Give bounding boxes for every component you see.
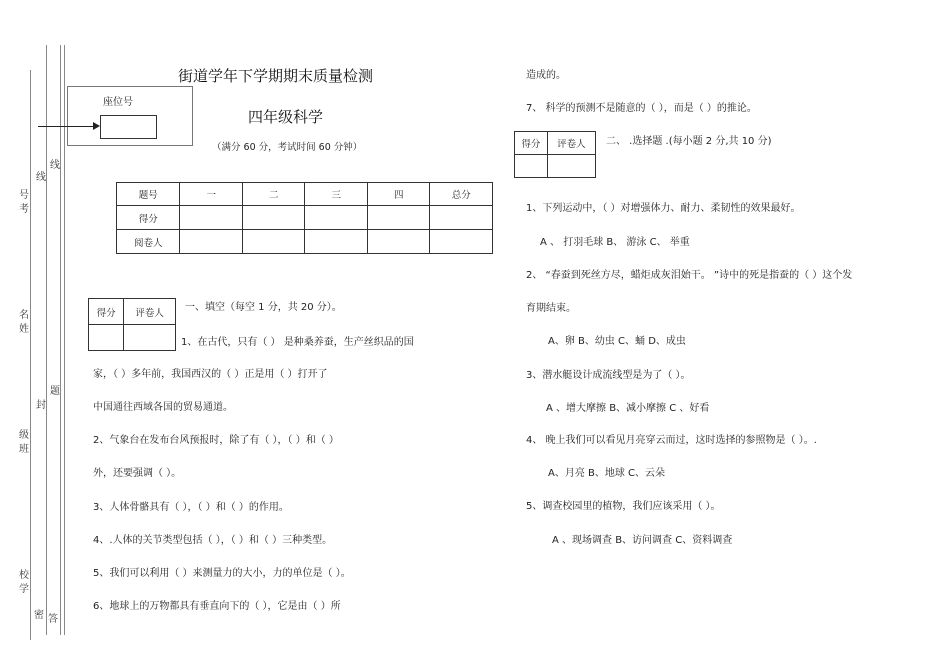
side-hao: 号 xyxy=(19,190,29,201)
arrow-head-icon xyxy=(93,122,100,130)
score-cell[interactable] xyxy=(242,206,305,230)
grader-row-label: 阅卷人 xyxy=(117,230,180,254)
side-ti: 题 xyxy=(50,386,60,397)
section2-heading: 二、 .选择题 .(每小题 2 分,共 10 分) xyxy=(606,136,772,147)
section1-grader-label: 评卷人 xyxy=(124,299,176,325)
score-header-cell: 题号 xyxy=(117,183,180,206)
section1-line: 2、气象台在发布台风预报时，除了有（ ），（ ）和（ ） xyxy=(93,435,339,446)
section2-score-label: 得分 xyxy=(515,132,548,155)
exam-title: 街道学年下学期期末质量检测 xyxy=(178,67,374,85)
section1-score-cell[interactable] xyxy=(89,325,124,351)
score-cell[interactable] xyxy=(367,206,430,230)
section2-score-table xyxy=(514,131,596,178)
side-mi: 密 xyxy=(34,610,44,621)
choice-options: A、卵 B、幼虫 C、蛹 D、成虫 xyxy=(548,336,686,347)
side-kao: 考 xyxy=(19,204,29,215)
seat-arrow-line xyxy=(38,126,94,127)
section1-line: 外，还要强调（ ）。 xyxy=(93,468,182,479)
choice-question: 5、调查校园里的植物，我们应该采用（ ）。 xyxy=(526,501,721,512)
choice-options: A、月亮 B、地球 C、云朵 xyxy=(548,468,666,479)
grader-cell[interactable] xyxy=(305,230,368,254)
side-xian2: 线 xyxy=(36,172,46,183)
section1-line: 中国通往西域各国的贸易通道。 xyxy=(93,402,233,413)
section1-line: 1、在古代，只有（ ） 是种桑养蚕，生产丝织品的国 xyxy=(181,337,414,348)
section1-line: 3、人体骨骼具有（ ），（ ）和（ ）的作用。 xyxy=(93,502,289,513)
section1-score-label: 得分 xyxy=(89,299,124,325)
choice-options: A 、现场调查 B、访问调查 C、资料调查 xyxy=(552,535,733,546)
seat-label: 座位号 xyxy=(103,97,133,108)
choice-question: 1、下列运动中，（ ）对增强体力、耐力、柔韧性的效果最好。 xyxy=(526,203,801,214)
choice-question: 2、 “春蚕到死丝方尽，蜡炬成灰泪始干。 ”诗中的死是指蚕的（ ）这个发 xyxy=(526,270,853,281)
grader-cell[interactable] xyxy=(430,230,493,254)
side-xing: 姓 xyxy=(19,324,29,335)
score-header-cell: 四 xyxy=(367,183,430,206)
grader-cell[interactable] xyxy=(367,230,430,254)
binding-line-2 xyxy=(46,45,47,635)
section1-heading: 一、填空（每空 1 分，共 20 分）。 xyxy=(185,302,342,313)
binding-line-1 xyxy=(30,70,31,640)
side-feng: 封 xyxy=(36,400,46,411)
section1-grader-cell[interactable] xyxy=(124,325,176,351)
score-cell[interactable] xyxy=(305,206,368,230)
side-xiao: 校 xyxy=(19,570,29,581)
choice-options: A 、增大摩擦 B、减小摩擦 C 、好看 xyxy=(546,403,710,414)
score-header-cell: 一 xyxy=(180,183,243,206)
section1-line: 4、.人体的关节类型包括（ ），（ ）和（ ）三种类型。 xyxy=(93,535,333,546)
score-header-cell: 二 xyxy=(242,183,305,206)
seat-box[interactable] xyxy=(100,115,157,139)
side-xue: 学 xyxy=(19,584,29,595)
choice-question: 4、 晚上我们可以看见月亮穿云而过，这时选择的参照物是（ ）。. xyxy=(526,435,817,446)
section1-score-table xyxy=(88,298,176,351)
section1-line: 5、我们可以利用（ ）来测量力的大小，力的单位是（ ）。 xyxy=(93,568,351,579)
score-header-cell: 三 xyxy=(305,183,368,206)
choice-question: 3、潜水艇设计成流线型是为了（ ）。 xyxy=(526,370,691,381)
choice-options: A 、 打羽毛球 B、 游泳 C、 举重 xyxy=(540,237,690,248)
side-ban: 班 xyxy=(19,444,29,455)
question-7: 7、 科学的预测不是随意的（ ），而是（ ）的推论。 xyxy=(526,103,757,114)
side-xian: 线 xyxy=(50,160,60,171)
section1-line: 家，（ ）多年前，我国西汉的（ ）正是用（ ）打开了 xyxy=(93,369,328,380)
score-row-label: 得分 xyxy=(117,206,180,230)
score-cell[interactable] xyxy=(180,206,243,230)
binding-line-4 xyxy=(64,45,65,635)
section2-score-cell[interactable] xyxy=(515,155,548,178)
right-continuation: 造成的。 xyxy=(526,70,566,81)
exam-subtitle: 四年级科学 xyxy=(248,108,324,126)
side-da: 答 xyxy=(48,614,58,625)
score-header-cell: 总分 xyxy=(430,183,493,206)
side-ji: 级 xyxy=(19,430,29,441)
grader-cell[interactable] xyxy=(242,230,305,254)
section2-grader-cell[interactable] xyxy=(547,155,595,178)
section2-grader-label: 评卷人 xyxy=(547,132,595,155)
binding-line-3 xyxy=(60,45,61,635)
choice-question-cont: 育期结束。 xyxy=(526,303,576,314)
score-table xyxy=(116,182,493,254)
exam-note: （满分 60 分，考试时间 60 分钟） xyxy=(212,142,363,153)
section1-line: 6、地球上的万物都具有垂直向下的（ ），它是由（ ）所 xyxy=(93,601,341,612)
side-ming: 名 xyxy=(19,310,29,321)
score-cell[interactable] xyxy=(430,206,493,230)
grader-cell[interactable] xyxy=(180,230,243,254)
